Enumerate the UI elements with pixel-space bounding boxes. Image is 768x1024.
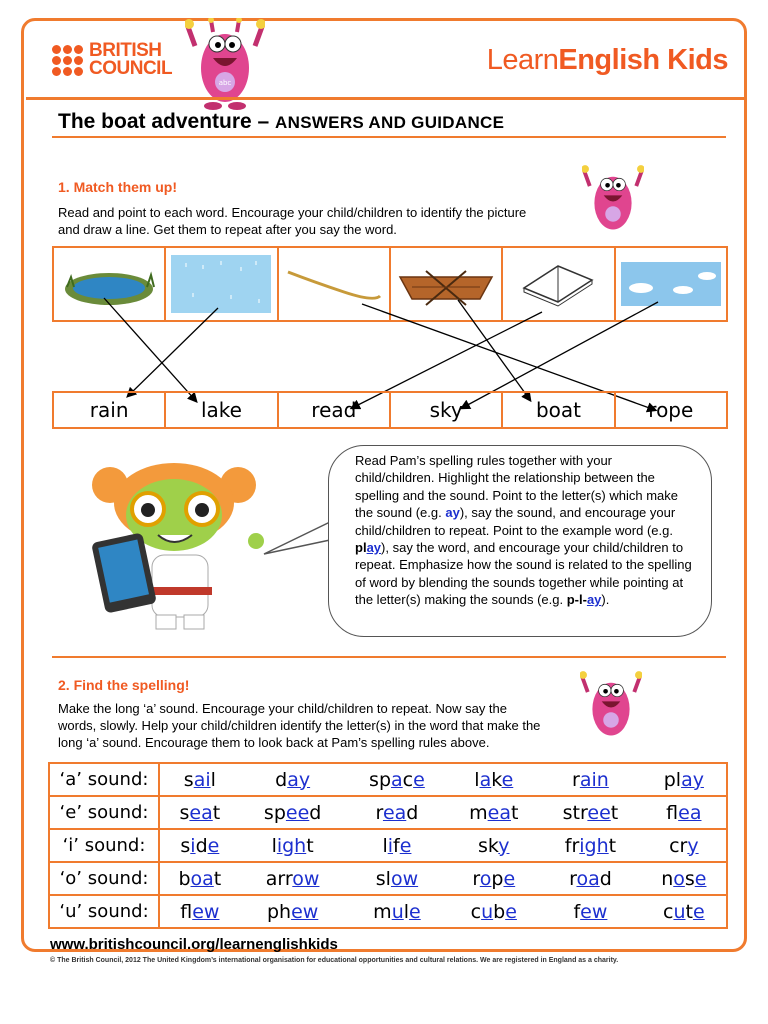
sound-word: speed	[240, 796, 346, 829]
sound-word: flea	[642, 796, 727, 829]
sound-word: side	[159, 829, 240, 862]
sound-label: ‘a’ sound:	[49, 763, 159, 796]
sound-word: space	[346, 763, 449, 796]
footer-url[interactable]: www.britishcouncil.org/learnenglishkids	[50, 936, 338, 953]
sound-word: boat	[159, 862, 240, 895]
sound-word: cube	[470, 900, 517, 923]
sound-word: arrow	[240, 862, 346, 895]
speech-bubble-text: Read Pam’s spelling rules together with your child/children. Highlight the relationship between the spelling and the sound. Point to the letter(s) which make the sound (e.g. ay), say the sound, and encourage your child/children to repeat. Point to the example word (e.g. play), say the word, and encourage your child/children to repeat. Emphasize how the sound is related to the spelling of word by blending the sounds together while pointing at the letter(s) making the sounds (e.g. p-l-ay).	[355, 453, 692, 608]
page-title: The boat adventure – ANSWERS AND GUIDANCE	[58, 110, 505, 133]
monster-mascot-small-icon	[580, 666, 642, 746]
sound-word: nose	[642, 862, 727, 895]
brand-line-2: COUNCIL	[89, 58, 173, 79]
sound-word: rain	[539, 763, 641, 796]
word-row	[52, 391, 728, 429]
match-lines	[0, 0, 768, 440]
sound-word: flew	[180, 900, 220, 923]
sound-word: phew	[266, 900, 319, 923]
sound-table	[48, 762, 728, 929]
learnenglish-kids-logo: LearnEnglish Kids	[486, 44, 728, 76]
sound-row	[49, 763, 727, 796]
sound-word: sky	[448, 829, 539, 862]
sound-label: ‘o’ sound:	[49, 862, 159, 895]
section2-divider	[52, 656, 726, 658]
sound-word: light	[240, 829, 346, 862]
sound-word: lake	[448, 763, 539, 796]
sound-label: ‘e’ sound:	[49, 796, 159, 829]
section2-instructions: Make the long ‘a’ sound. Encourage your child/children to repeat. Now say the words, slowly. Help your child/children identify the letter(s) in the word that make the long ‘a’ sound. Encourage them to look back at Pam’s spelling rules above.	[58, 701, 541, 750]
sound-word: slow	[346, 862, 449, 895]
page-subtitle: ANSWERS AND GUIDANCE	[275, 113, 505, 132]
sound-word: few	[573, 900, 608, 923]
section2-heading: 2. Find the spelling!	[58, 677, 190, 693]
sound-word: play	[642, 763, 727, 796]
sound-word: read	[346, 796, 449, 829]
sound-word: day	[240, 763, 346, 796]
speech-bubble-tail	[262, 520, 334, 560]
section1-heading: 1. Match them up!	[58, 179, 178, 195]
sound-word: road	[539, 862, 641, 895]
brand-line-1: BRITISH	[89, 40, 162, 61]
sound-word: rope	[448, 862, 539, 895]
sound-row	[49, 895, 727, 928]
sound-word: meat	[448, 796, 539, 829]
section1-instructions: Read and point to each word. Encourage your child/children to identify the picture and draw a line. Get them to repeat after you say the word.	[58, 205, 527, 237]
sound-word: mule	[373, 900, 421, 923]
word-cell: rain	[54, 393, 166, 427]
word-cell: read	[279, 393, 391, 427]
sound-row	[49, 829, 727, 862]
word-cell: rope	[648, 398, 694, 422]
sound-word: street	[539, 796, 641, 829]
word-cell: sky	[391, 393, 503, 427]
sound-label: ‘u’ sound:	[49, 895, 159, 928]
footer-copyright: © The British Council, 2012 The United Kingdom’s international organisation for educational opportunities and cultural relations. We are registered in England as a charity.	[50, 957, 619, 964]
sound-row	[49, 862, 727, 895]
sound-word: sail	[159, 763, 240, 796]
sound-row	[49, 796, 727, 829]
sound-word: cute	[663, 900, 705, 923]
sound-word: life	[346, 829, 449, 862]
sound-word: seat	[159, 796, 240, 829]
sound-label: ‘i’ sound:	[49, 829, 159, 862]
sound-word: cry	[642, 829, 727, 862]
sound-word: fright	[539, 829, 641, 862]
word-cell: lake	[166, 393, 278, 427]
word-cell: boat	[503, 393, 615, 427]
pam-character-icon	[88, 455, 288, 635]
svg-text:abc: abc	[218, 79, 232, 87]
